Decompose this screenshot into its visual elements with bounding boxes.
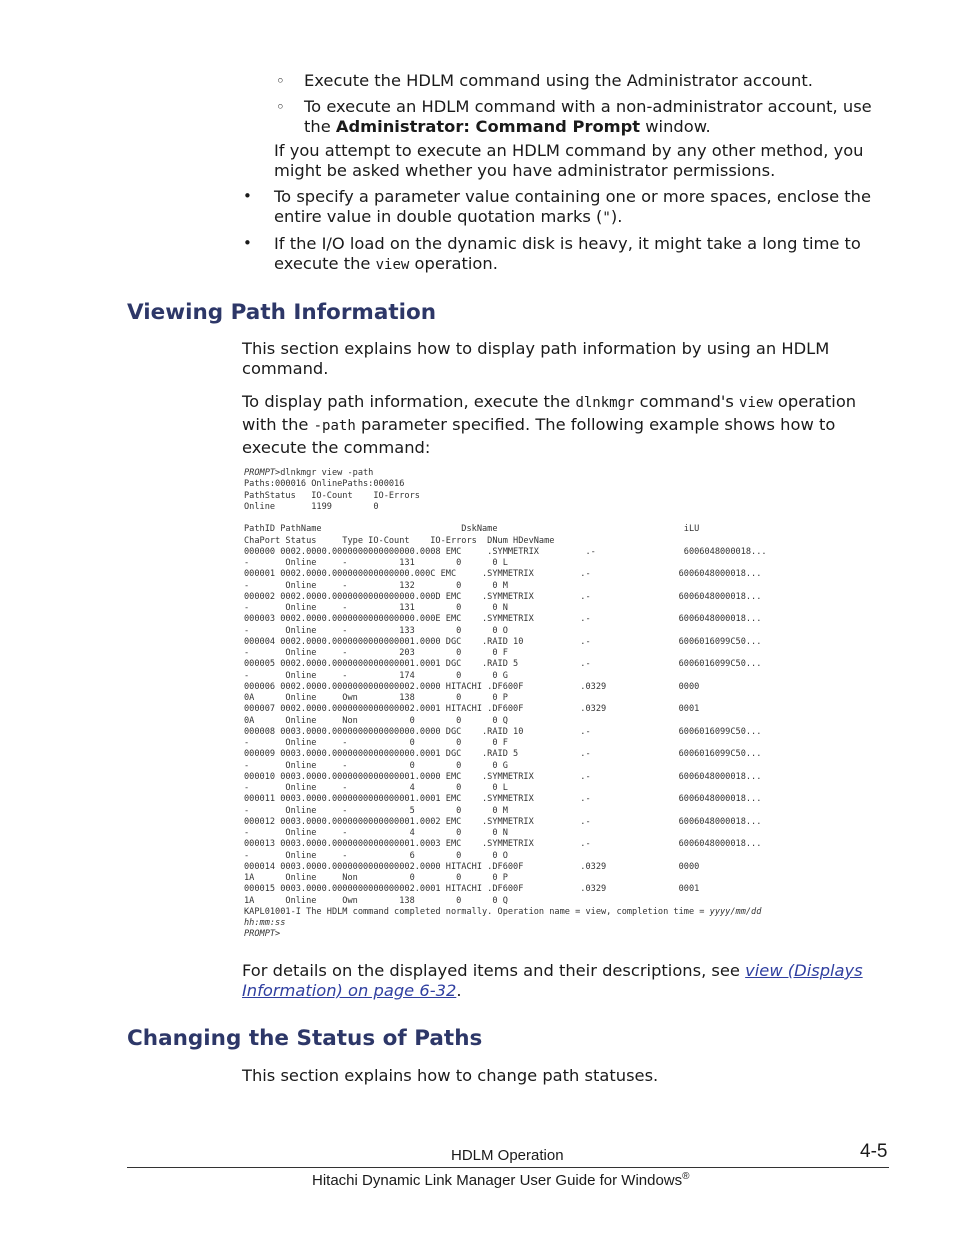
code-line: 000006 0002.0000.0000000000000002.0000 HITACHI .DF600F .0329 0000 [244,681,700,692]
code-line: 000001 0002.0000.000000000000000.000C EMC .SYMMETRIX .- 6006048000018... [244,569,762,580]
code-line: Online 1199 0 [244,501,379,512]
sub-bullet-1-text: Execute the HDLM command using the Administrator account. [304,71,813,90]
code-line: - Online - 0 0 0 F [244,738,508,748]
code-line: 000013 0003.0000.0000000000000001.0003 EMC .SYMMETRIX .- 6006048000018... [244,839,762,850]
code-line: 000010 0003.0000.0000000000000001.0000 EMC .SYMMETRIX .- 6006048000018... [244,771,762,782]
code-line: 000002 0002.0000.0000000000000000.000D EMC .SYMMETRIX .- 6006048000018... [244,591,762,602]
code-line: - Online - 4 0 0 N [244,828,508,838]
code-line: PathID PathName DskName iLU [244,524,700,535]
code-line: - Online - 174 0 0 G [244,670,508,681]
code-line: - Online - 131 0 0 L [244,558,508,568]
bullet-2-text: If the I/O load on the dynamic disk is heavy, it might take a long time to execute the view operation. [274,234,861,273]
page-number: 4-5 [860,1141,888,1162]
code-line: 000011 0003.0000.0000000000000001.0001 EMC .SYMMETRIX .- 6006048000018... [244,794,762,805]
code-line: 000000 0002.0000.0000000000000000.0008 EMC .SYMMETRIX .- 6006048000018... [244,546,767,557]
code-line: 000012 0003.0000.0000000000000001.0002 EMC .SYMMETRIX .- 6006048000018... [244,816,762,827]
code-line: - Online - 132 0 0 M [244,580,508,591]
sub-bullet-marker: ◦ [276,72,285,90]
code-line: 000014 0003.0000.0000000000000002.0000 HITACHI .DF600F .0329 0000 [244,861,700,872]
code-line: - Online - 131 0 0 N [244,603,508,613]
section-title-viewing-path-information: Viewing Path Information [127,300,437,325]
sub-bullet-marker: ◦ [276,98,285,116]
section2-para1: This section explains how to change path statuses. [242,1066,659,1085]
bullet-marker: • [243,187,252,205]
section1-para2: To display path information, execute the dlnkmgr command's view operation with the -path parameter specified. The following example shows how to execute the command: [242,392,857,457]
code-line: 1A Online Non 0 0 0 P [244,873,508,883]
section1-para1: This section explains how to display path information by using an HDLM command. [242,339,830,378]
code-line: ChaPort Status Type IO-Count IO-Errors DNum HDevName [244,535,555,546]
bullet-1-text: To specify a parameter value containing one or more spaces, enclose the entire value in double quotation marks ("). [274,187,872,226]
section-title-changing-status-of-paths: Changing the Status of Paths [127,1026,483,1051]
code-line: 000007 0002.0000.0000000000000002.0001 HITACHI .DF600F .0329 0001 [244,704,700,715]
code-line: 000003 0002.0000.0000000000000000.000E EMC .SYMMETRIX .- 6006048000018... [244,614,762,625]
admin-note: If you attempt to execute an HDLM command by any other method, you might be asked whether you have administrator permissions. [274,141,864,180]
code-line: 000008 0003.0000.0000000000000000.0000 DGC .RAID 10 .- 6006016099C50... [244,726,762,737]
code-line: 1A Online Own 138 0 0 Q [244,895,508,906]
command-output-example: PROMPT>dlnkmgr view -path Paths:000016 OnlinePaths:000016 PathStatus IO-Count IO-Errors Online 1199 0 PathID PathName DskName iLU ChaPort Status Type IO-Count IO-Errors DNum HDevName 000000 0002.0000.0000000000000000.0008 EMC .SYMMETRIX .- 6006048000018... - Online - 131 0 0 L 000001 0002.0000.000000000000000.000C EMC .SYMMETRIX .- 6006048000018... - Online - 132 0 0 M 000002 0002.0000.0000000000000000.000D EMC .SYMMETRIX .- 6006048000018... - Online - 131 0 0 N 000003 0002.0000.0000000000000000.000E EMC .SYMMETRIX .- 6006048000018... - Online - 133 0 0 O 000004 0002.0000.0000000000000001.0000 DGC .RAID 10 .- 6006016099C50... - Online - 203 0 0 F 000005 0002.0000.0000000000000001.0001 DGC .RAID 5 .- 6006016099C50... - Online - 174 0 0 G 000006 0002.0000.0000000000000002.0000 HITACHI .DF600F .0329 0000 0A Online Own 138 0 0 P 000007 0002.0000.0000000000000002.0001 HITACHI .DF600F .0329 0001 0A Online Non 0 0 0 Q 000008 0003.0000.0000000000000000.0000 DGC .RAID 10 .- 6006016099C50... - Online - 0 0 0 F 000009 0003.0000.0000000000000000.0001 DGC .RAID 5 .- 6006016099C50... - Online - 0 0 0 G 000010 0003.0000.0000000000000001.0000 EMC .SYMMETRIX .- 6006048000018... - Online - 4 0 0 L 000011 0003.0000.0000000000000001.0001 EMC .SYMMETRIX .- 6006048000018... - Online - 5 0 0 M 000012 0003.0000.0000000000000001.0002 EMC .SYMMETRIX .- 6006048000018... - Online - 4 0 0 N 000013 0003.0000.0000000000000001.0003 EMC .SYMMETRIX .- 6006048000018... - Online - 6 0 0 O 000014 0003.0000.0000000000000002.0000 HITACHI .DF600F .0329 0000 1A Online Non 0 0 0 P 000015 0003.0000.0000000000000002.0001 HITACHI .DF600F .0329 0001 1A Online Own 138 0 0 Q KAPL01001-I The HDLM command completed normally. Operation name = view, completion time = yyyy/mm/dd hh:mm:ss PROMPT> [244,468,767,940]
command-output-lines [244,479,767,905]
code-line: 000015 0003.0000.0000000000000002.0001 HITACHI .DF600F .0329 0001 [244,884,700,895]
view-displays-information-link[interactable]: view (Displays Information) on page 6-32 [242,961,863,1000]
sub-bullet-2-text: To execute an HDLM command with a non-administrator account, use the Administrator: Command Prompt window. [304,97,872,136]
bullet-marker: • [243,234,252,252]
code-line: Paths:000016 OnlinePaths:000016 [244,479,405,490]
code-line: - Online - 133 0 0 O [244,625,508,636]
code-line: 0A Online Non 0 0 0 Q [244,715,508,726]
code-line: - Online - 4 0 0 L [244,783,508,793]
footer-chapter: HDLM Operation [451,1147,564,1164]
code-line: 000009 0003.0000.0000000000000000.0001 DGC .RAID 5 .- 6006016099C50... [244,749,762,760]
code-line: 000005 0002.0000.0000000000000001.0001 DGC .RAID 5 .- 6006016099C50... [244,659,762,670]
section1-para3: For details on the displayed items and their descriptions, see view (Displays Information) on page 6-32. [242,961,863,1000]
code-line: 000004 0002.0000.0000000000000001.0000 DGC .RAID 10 .- 6006016099C50... [244,636,762,647]
code-line: 0A Online Own 138 0 0 P [244,693,508,703]
code-line: - Online - 6 0 0 O [244,850,508,861]
footer-guide-title: Hitachi Dynamic Link Manager User Guide for Windows® [312,1171,690,1189]
code-line: - Online - 5 0 0 M [244,805,508,816]
code-line: - Online - 203 0 0 F [244,648,508,658]
footer-divider [127,1167,889,1168]
code-line: - Online - 0 0 0 G [244,760,508,771]
code-line: PathStatus IO-Count IO-Errors [244,490,420,501]
